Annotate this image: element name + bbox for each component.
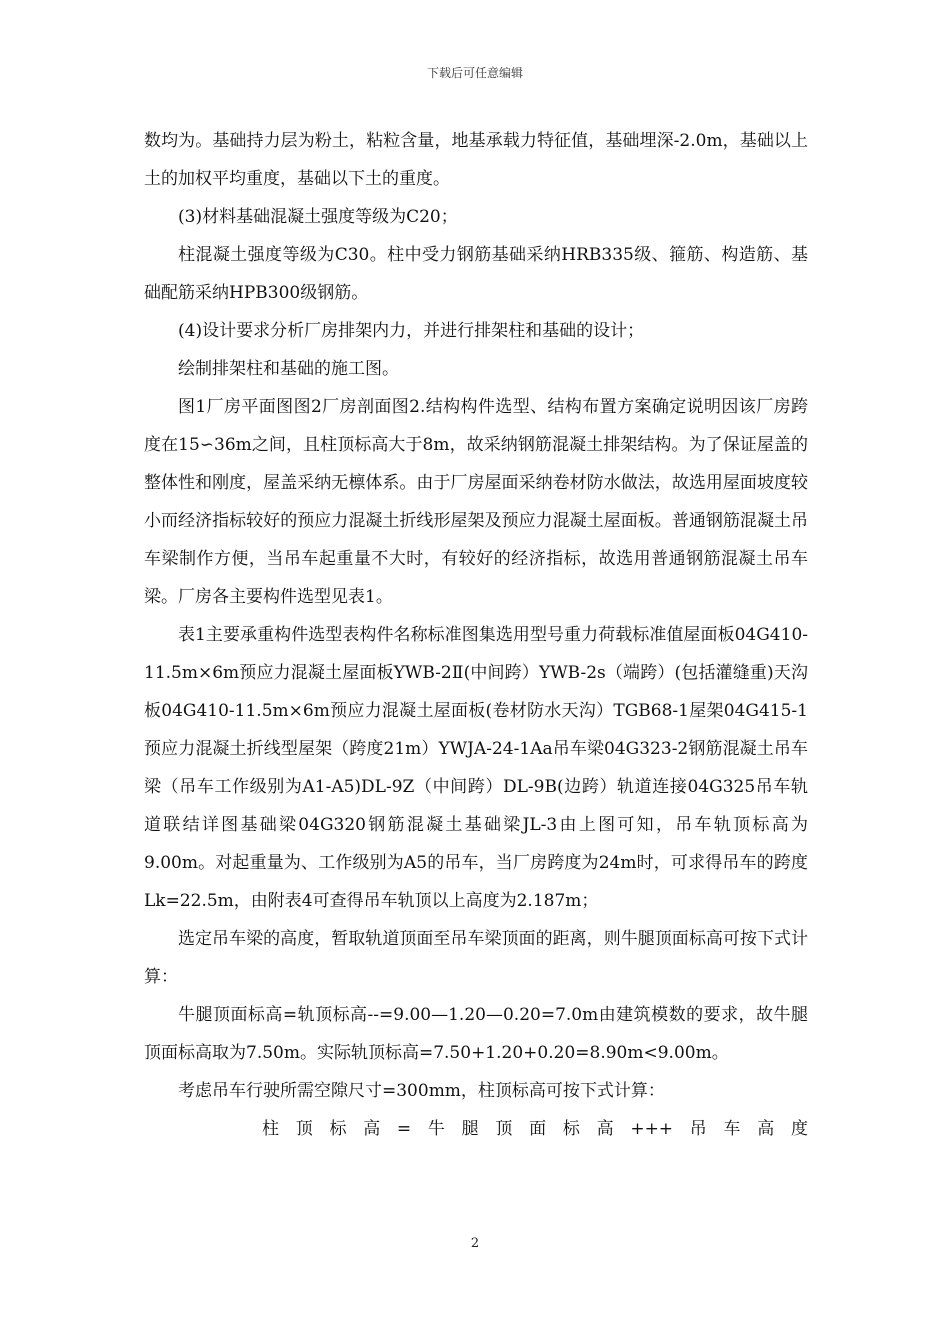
- paragraph-table1: 表1主要承重构件选型表构件名称标准图集选用型号重力荷载标准值屋面板04G410-11.5m×6m预应力混凝土屋面板YWB-2Ⅱ(中间跨）YWB-2s（端跨）(包括灌缝重)天沟板04G410-11.5m×6m预应力混凝土屋面板(卷材防水天沟）TGB68-1屋架04G415-1预应力混凝土折线型屋架（跨度21m）YWJA-24-1Aa吊车梁04G323-2钢筋混凝土吊车梁（吊车工作级别为A1-A5)DL-9Z（中间跨）DL-9B(边跨）轨道连接04G325吊车轨道联结详图基础梁04G320钢筋混凝土基础梁JL-3由上图可知，吊车轨顶标高为9.00m。对起重量为、工作级别为A5的吊车，当厂房跨度为24m时，可求得吊车的跨度Lk=22.5m，由附表4可查得吊车轨顶以上高度为2.187m；: [144, 625, 808, 911]
- page-header: 下载后可任意编辑: [426, 66, 523, 80]
- paragraph-design-requirements: (4)设计要求分析厂房排架内力，并进行排架柱和基础的设计；: [178, 321, 645, 341]
- document-body: [144, 122, 808, 1148]
- paragraph-materials-column: 柱混凝土强度等级为C30。柱中受力钢筋基础采纳HRB335级、箍筋、构造筋、基础配筋采纳HPB300级钢筋。: [144, 245, 808, 303]
- paragraph-clearance: 考虑吊车行驶所需空隙尺寸=300mm，柱顶标高可按下式计算：: [178, 1081, 665, 1101]
- page-number: 2: [470, 1236, 480, 1251]
- paragraph-column-top-formula: 柱顶标高=牛腿顶面标高+++吊车高度: [262, 1119, 808, 1139]
- paragraph-materials-foundation: (3)材料基础混凝土强度等级为C20；: [178, 207, 458, 227]
- paragraph-corbel-elevation: 牛腿顶面标高=轨顶标高--=9.00—1.20—0.20=7.0m由建筑模数的要求，故牛腿顶面标高取为7.50m。实际轨顶标高=7.50+1.20+0.20=8.90m<9.00m。: [144, 1005, 808, 1063]
- paragraph-structure-selection: 图1厂房平面图图2厂房剖面图2.结构构件选型、结构布置方案确定说明因该厂房跨度在15∽36m之间，且柱顶标高大于8m，故采纳钢筋混凝土排架结构。为了保证屋盖的整体性和刚度，屋盖采纳无檩体系。由于厂房屋面采纳卷材防水做法，故选用屋面坡度较小而经济指标较好的预应力混凝土折线形屋架及预应力混凝土屋面板。普通钢筋混凝土吊车梁制作方便，当吊车起重量不大时，有较好的经济指标，故选用普通钢筋混凝土吊车梁。厂房各主要构件选型见表1。: [144, 397, 808, 607]
- paragraph-crane-beam: 选定吊车梁的高度，暂取轨道顶面至吊车梁顶面的距离，则牛腿顶面标高可按下式计算：: [144, 929, 808, 987]
- paragraph-drawings: 绘制排架柱和基础的施工图。: [178, 359, 399, 379]
- paragraph-soil: 数均为。基础持力层为粉土，粘粒含量，地基承载力特征值，基础埋深-2.0m，基础以上土的加权平均重度，基础以下土的重度。: [144, 131, 808, 189]
